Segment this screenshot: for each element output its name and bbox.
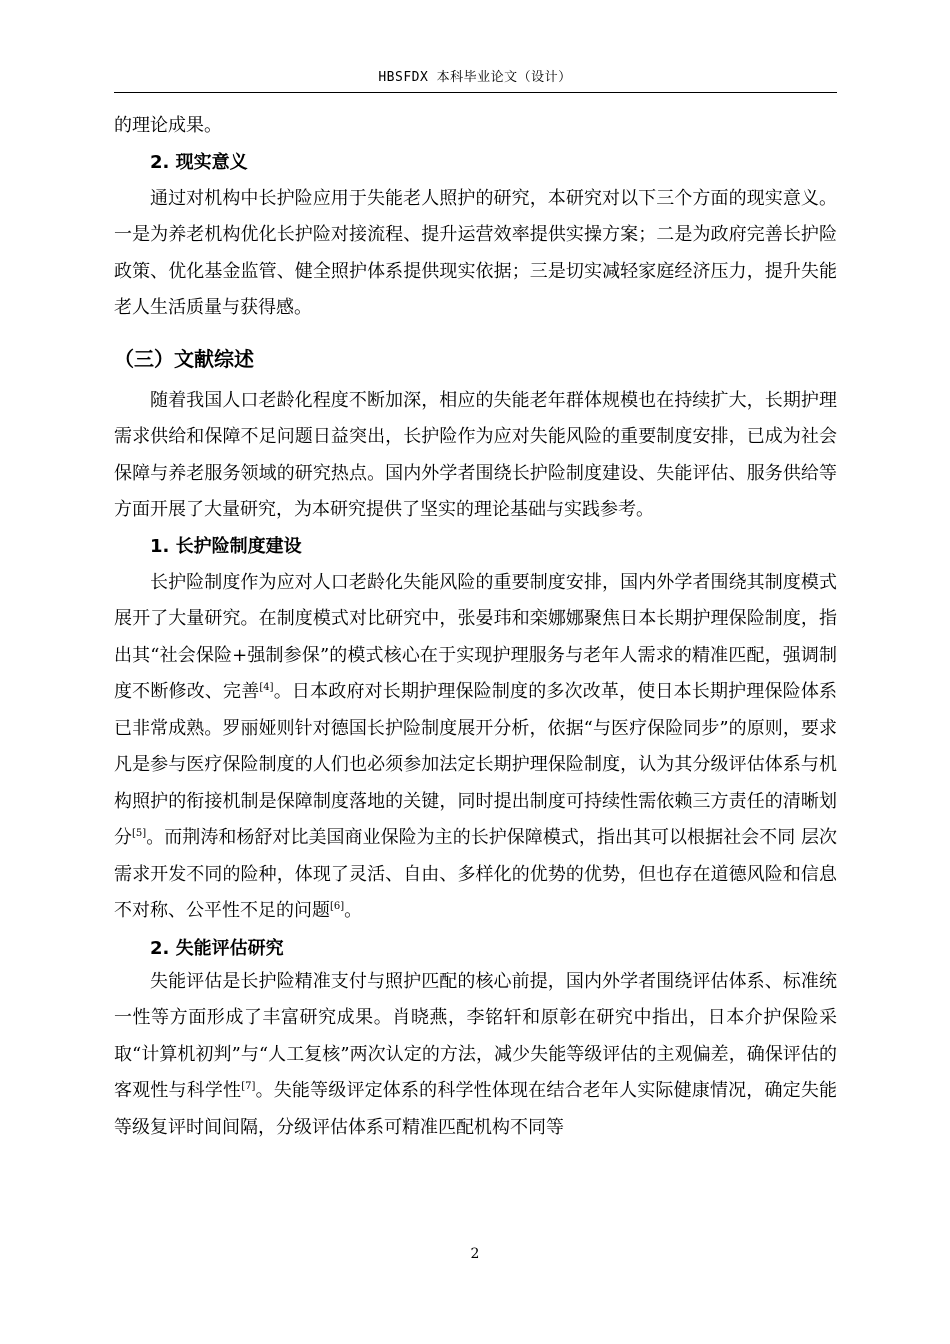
paragraph-ltci-system	[114, 565, 837, 930]
subheading-disability-assessment: 2. 失能评估研究	[150, 937, 284, 959]
citation-5: [5]	[132, 828, 147, 839]
page-number: 2	[470, 1246, 480, 1262]
paragraph-practical-significance: 通过对机构中长护险应用于失能老人照护的研究，本研究对以下三个方面的现实意义。一是为养老机构优化长护险对接流程、提升运营效率提供实操方案；二是为政府完善长护险政策、优化基金监管、健全照护体系提供现实依据；三是切实减轻家庭经济压力，提升失能老人生活质量与获得感。	[114, 187, 837, 318]
text-run: 。而荆涛和杨舒对比美国商业保险为主的长护保障模式，指出其可以根据社会不同 层次需求开发不同的险种，体现了灵活、自由、多样化的优势的优势，但也存在道德风险和信息不对称、公平性不足的问题	[114, 827, 838, 921]
document-body	[114, 108, 837, 1146]
text-run: 长护险制度作为应对人口老龄化失能风险的重要制度安排，国内外学者围绕其制度模式展开了大量研究。在制度模式对比研究中，张晏玮和栾娜娜聚焦日本长期护理保险制度，指出其“社会保险+强制参保”的模式核心在于实现护理服务与老年人需求的精准匹配，强调制度不断修改、完善	[114, 571, 837, 702]
header-divider	[114, 92, 837, 93]
text-run: 。失能等级评定体系的科学性体现在结合老年人实际健康情况，确定失能等级复评时间间隔，分级评估体系可精准匹配机构不同等	[114, 1080, 838, 1138]
subheading-ltci-system: 1. 长护险制度建设	[150, 535, 302, 557]
text-run: 失能评估是长护险精准支付与照护匹配的核心前提，国内外学者围绕评估体系、标准统一性等方面形成了丰富研究成果。肖晓燕，李铭轩和原彰在研究中指出，日本介护保险采取“计算机初判”与“人工复核”两次认定的方法，减少失能等级评估的主观偏差，确保评估的客观性与科学性	[114, 970, 837, 1101]
paragraph-continuation: 的理论成果。	[114, 115, 222, 136]
paragraph-literature-intro: 随着我国人口老龄化程度不断加深，相应的失能老年群体规模也在持续扩大，长期护理需求供给和保障不足问题日益突出，长护险作为应对失能风险的重要制度安排，已成为社会保障与养老服务领域的研究热点。国内外学者围绕长护险制度建设、失能评估、服务供给等方面开展了大量研究，为本研究提供了坚实的理论基础与实践参考。	[114, 389, 837, 520]
section-heading-literature-review: （三）文献综述	[114, 346, 254, 371]
text-run: 。日本政府对长期护理保险制度的多次改革，使日本长期护理保险体系已非常成熟。罗丽娅则针对德国长护险制度展开分析，依据“与医疗保险同步”的原则，要求凡是参与医疗保险制度的人们也必须参加法定长期护理保险制度，认为其分级评估体系与机构照护的衔接机制是保障制度落地的关键，同时提出制度可持续性需依赖三方责任的清晰划分	[114, 681, 838, 848]
page-header-title: HBSFDX 本科毕业论文（设计）	[378, 70, 572, 85]
citation-7: [7]	[241, 1081, 256, 1092]
subheading-practical-significance: 2. 现实意义	[150, 151, 248, 173]
citation-6: [6]	[330, 901, 345, 912]
paragraph-disability-assessment	[114, 964, 837, 1147]
citation-4: [4]	[259, 682, 274, 693]
text-run: 。	[344, 900, 363, 921]
